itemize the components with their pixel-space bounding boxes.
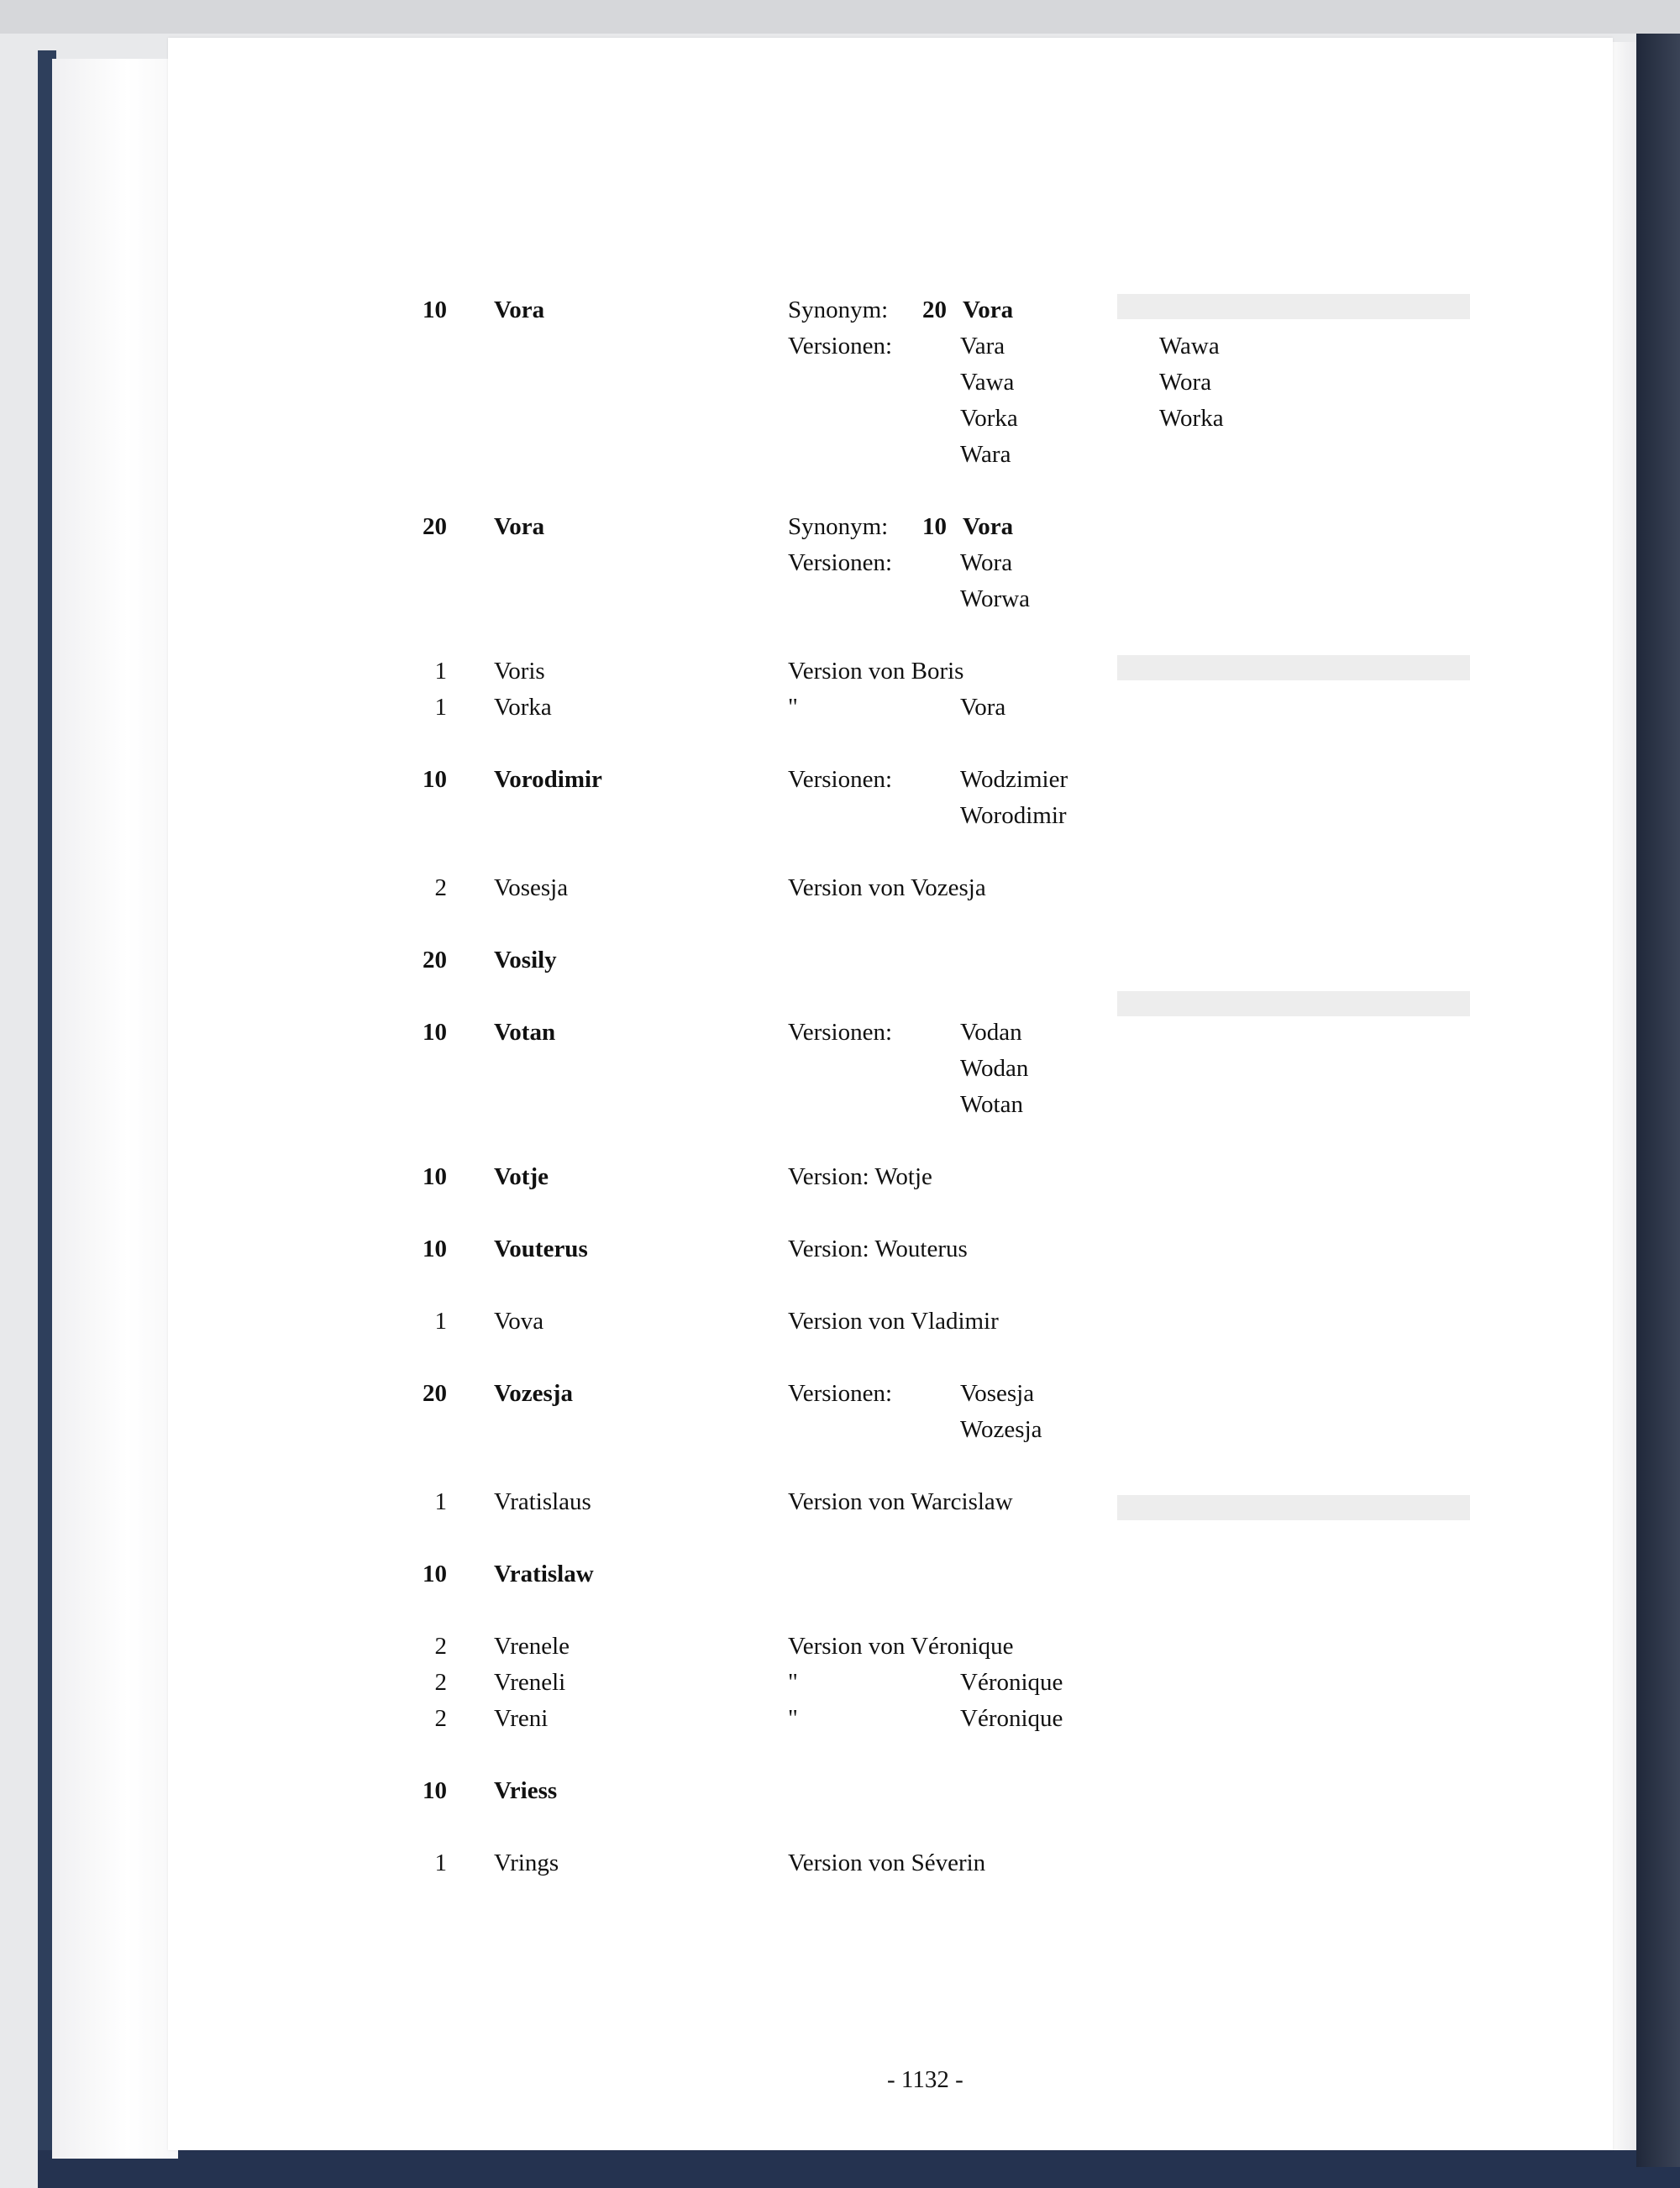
entry-note: " (788, 1669, 798, 1696)
entry-note: Version von Véronique (788, 1633, 1014, 1660)
entry-weight: 1 (434, 1308, 447, 1335)
entry-variant: Vorka (960, 405, 1018, 432)
entry-name: Vosesja (494, 874, 569, 901)
synonym-ref: 20 (922, 296, 947, 323)
entry-note: " (788, 694, 798, 721)
entry-name: Vorodimir (494, 766, 602, 793)
entry-name: Vreni (494, 1705, 549, 1732)
entry-name: Vriess (494, 1777, 558, 1804)
entry-variant: Wora (960, 549, 1013, 576)
entry-note: Version von Warcislaw (788, 1488, 1013, 1515)
entry-variant: Wara (960, 441, 1011, 468)
entry-weight: 2 (434, 1669, 447, 1696)
entry-name: Vosily (494, 947, 557, 973)
page-stack-edge (52, 59, 178, 2159)
entry-name: Vratislaus (494, 1488, 591, 1515)
entry-label: Versionen: (788, 549, 893, 576)
page-number: - 1132 - (887, 2066, 963, 2093)
entry-weight: 2 (434, 1705, 447, 1732)
entry-name: Vorka (494, 694, 552, 721)
entry-weight: 1 (434, 1488, 447, 1515)
entry-variant: Wodan (960, 1055, 1029, 1082)
entry-variant: Wora (1159, 369, 1212, 396)
entry-note: Version von Séverin (788, 1850, 986, 1876)
entry-weight: 20 (423, 947, 447, 973)
entry-variant: Véronique (960, 1669, 1063, 1696)
entry-weight: 1 (434, 658, 447, 685)
background-top (0, 0, 1680, 34)
entry-label: Versionen: (788, 333, 893, 359)
entry-name: Vora (494, 296, 545, 323)
entry-variant: Wawa (1159, 333, 1220, 359)
entry-note: Version von Vozesja (788, 874, 986, 901)
entry-variant: Worka (1159, 405, 1224, 432)
entry-note: Version: Wotje (788, 1163, 932, 1190)
entry-weight: 10 (423, 1163, 447, 1190)
entry-label: Synonym: (788, 513, 889, 540)
entry-name: Voris (494, 658, 545, 685)
entry-weight: 2 (434, 874, 447, 901)
entry-name: Votan (494, 1019, 556, 1046)
entry-weight: 10 (423, 1019, 447, 1046)
entry-variant: Wozesja (960, 1416, 1042, 1443)
entry-weight: 2 (434, 1633, 447, 1660)
entry-name: Vova (494, 1308, 544, 1335)
entry-weight: 10 (423, 1236, 447, 1262)
entry-name: Vouterus (494, 1236, 588, 1262)
entry-variant: Wodzimier (960, 766, 1068, 793)
entry-name: Vreneli (494, 1669, 566, 1696)
entry-variant: Vora (960, 694, 1006, 721)
entry-label: Synonym: (788, 296, 889, 323)
entry-label: Versionen: (788, 1380, 893, 1407)
entry-weight: 10 (423, 1777, 447, 1804)
book-cover-bottom (38, 2150, 1680, 2188)
entry-note: " (788, 1705, 798, 1732)
entry-name: Vratislaw (494, 1561, 594, 1587)
entry-variant: Vosesja (960, 1380, 1035, 1407)
entry-weight: 20 (423, 1380, 447, 1407)
entry-name: Vora (494, 513, 545, 540)
entry-name: Votje (494, 1163, 549, 1190)
entry-weight: 1 (434, 1850, 447, 1876)
entry-variant: Véronique (960, 1705, 1063, 1732)
entry-weight: 10 (423, 766, 447, 793)
entry-variant: Wotan (960, 1091, 1023, 1118)
entry-name: Vrenele (494, 1633, 570, 1660)
entry-weight: 20 (423, 513, 447, 540)
entry-variant: Vara (960, 333, 1005, 359)
entry-variant: Vawa (960, 369, 1015, 396)
entry-variant: Worodimir (960, 802, 1067, 829)
entry-label: Versionen: (788, 1019, 893, 1046)
entry-name: Vozesja (494, 1380, 573, 1407)
entry-name: Vrings (494, 1850, 559, 1876)
entry-note: Version von Vladimir (788, 1308, 999, 1335)
entry-variant: Worwa (960, 585, 1031, 612)
entry-variant: Vora (963, 296, 1014, 323)
entry-weight: 1 (434, 694, 447, 721)
entry-note: Version von Boris (788, 658, 964, 685)
entry-weight: 10 (423, 1561, 447, 1587)
entry-variant: Vora (963, 513, 1014, 540)
entry-variant: Vodan (960, 1019, 1022, 1046)
book-cover-right (1636, 34, 1680, 2167)
entry-note: Version: Wouterus (788, 1236, 968, 1262)
entry-weight: 10 (423, 296, 447, 323)
entry-label: Versionen: (788, 766, 893, 793)
synonym-ref: 10 (922, 513, 947, 540)
facing-page-edge (1613, 42, 1638, 2150)
